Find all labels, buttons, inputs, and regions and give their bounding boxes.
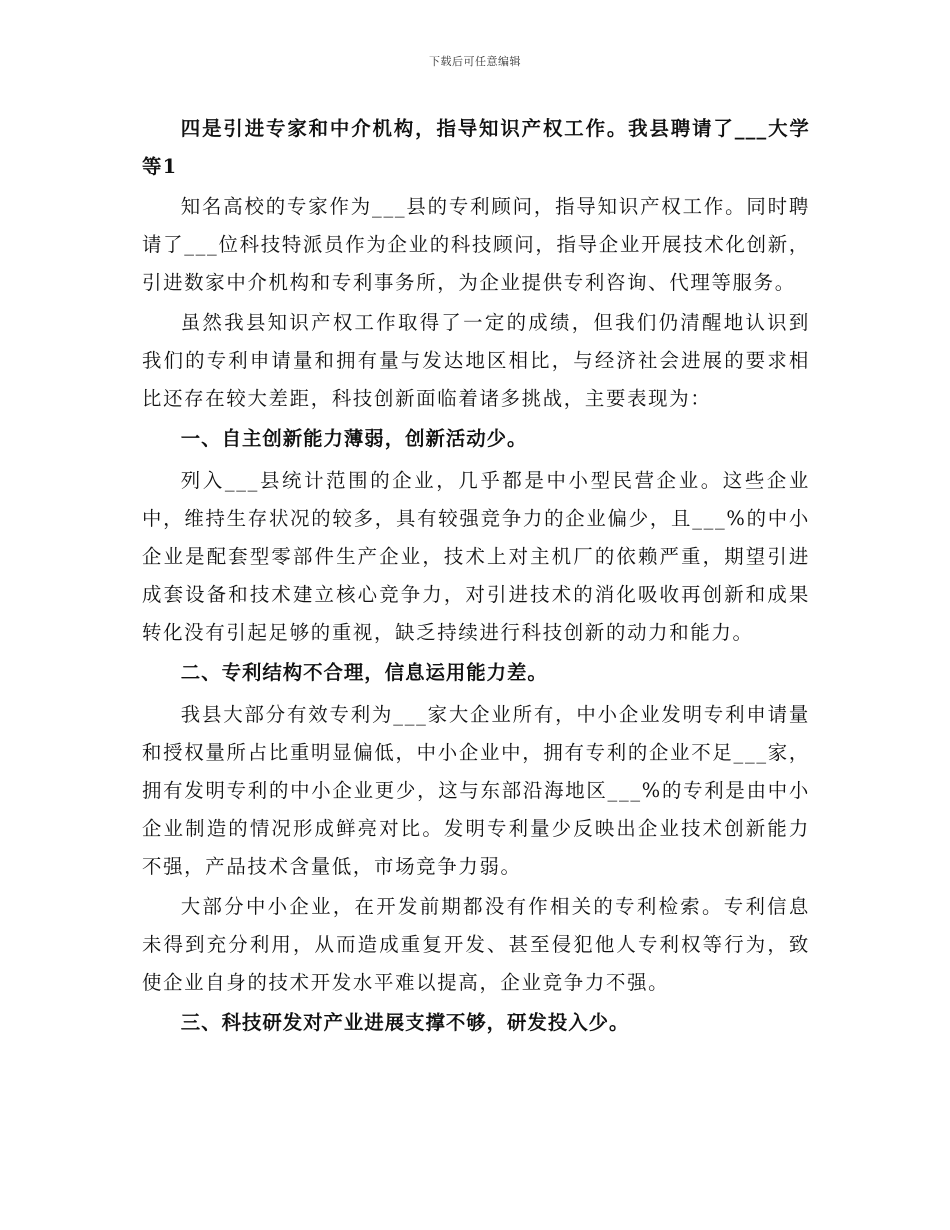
paragraph-innovation-detail: 列入___县统计范围的企业，几乎都是中小型民营企业。这些企业中，维持生存状况的较多，具有较强竞争力的企业偏少，且___%的中小企业是配套型零部件生产企业，技术上对主机厂的依赖严重，期望引进成套设备和技术建立核心竞争力，对引进技术的消化吸收再创新和成果转化没有引起足够的重视，缺乏持续进行科技创新的动力和能力。	[142, 469, 810, 644]
section-heading-rnd: 三、科技研发对产业进展支撑不够，研发投入少。	[180, 1011, 630, 1034]
paragraph-patent-search: 大部分中小企业，在开发前期都没有作相关的专利检索。专利信息未得到充分利用，从而造成重复开发、甚至侵犯他人专利权等行为，致使企业自身的技术开发水平难以提高，企业竞争力不强。	[142, 895, 810, 994]
paragraph-experts-detail: 知名高校的专家作为___县的专利顾问，指导知识产权工作。同时聘请了___位科技特派员作为企业的科技顾问，指导企业开展技术化创新，引进数家中介机构和专利事务所，为企业提供专利咨询、代理等服务。	[142, 195, 810, 294]
paragraph-patent-structure-detail: 我县大部分有效专利为___家大企业所有，中小企业发明专利申请量和授权量所占比重明显偏低，中小企业中，拥有专利的企业不足___家，拥有发明专利的中小企业更少，这与东部沿海地区___%的专利是由中小企业制造的情况形成鲜亮对比。发明专利量少反映出企业技术创新能力不强，产品技术含量低，市场竞争力弱。	[142, 703, 810, 878]
section-heading-patent-structure: 二、专利结构不合理，信息运用能力差。	[180, 661, 548, 684]
paragraph-experts-intro: 四是引进专家和中介机构，指导知识产权工作。我县聘请了___大学等1	[142, 117, 810, 178]
document-body	[142, 110, 810, 1046]
section-heading-innovation: 一、自主创新能力薄弱，创新活动少。	[180, 427, 528, 450]
page-header-note: 下载后可任意编辑	[429, 55, 521, 68]
paragraph-challenges-intro: 虽然我县知识产权工作取得了一定的成绩，但我们仍清醒地认识到我们的专利申请量和拥有量与发达地区相比，与经济社会进展的要求相比还存在较大差距，科技创新面临着诸多挑战，主要表现为：	[142, 311, 810, 410]
